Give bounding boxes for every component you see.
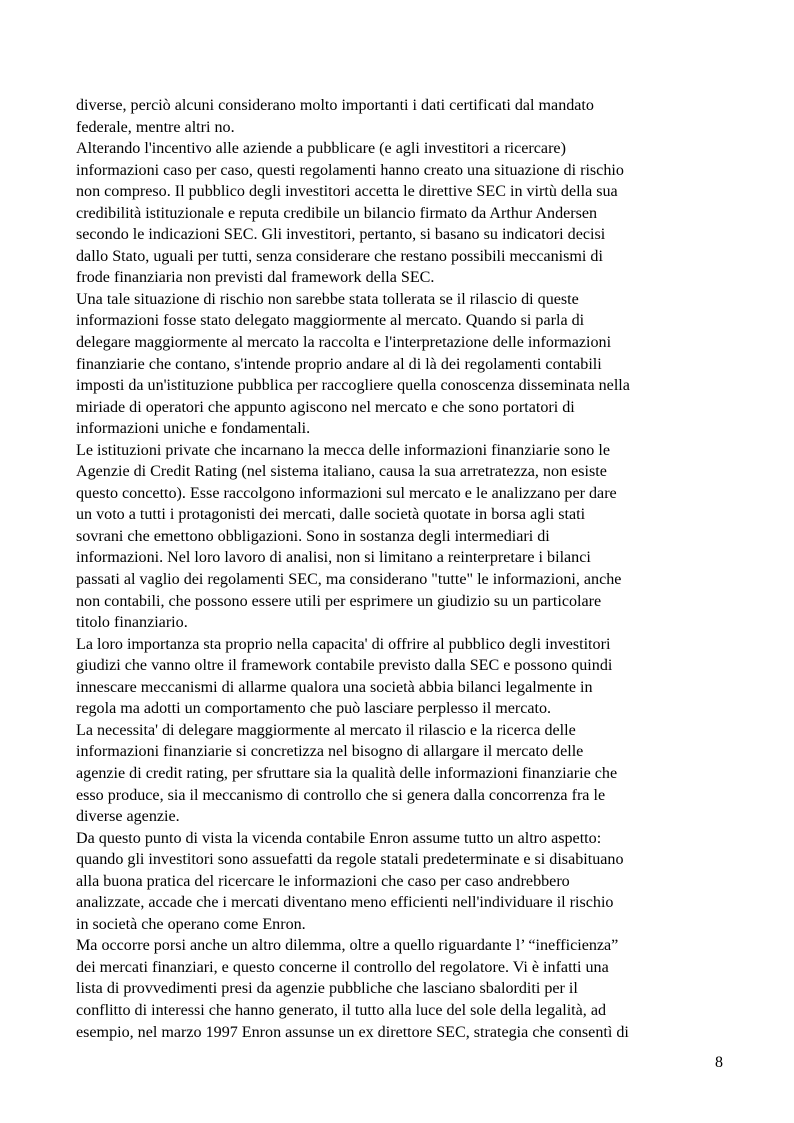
text-line: giudizi che vanno oltre il framework contabile previsto dalla SEC e possono quindi bbox=[76, 657, 613, 675]
text-line: esempio, nel marzo 1997 Enron assunse un ex direttore SEC, strategia che consentì di bbox=[76, 1023, 629, 1041]
text-line: un voto a tutti i protagonisti dei mercati, dalle società quotate in borsa agli stati bbox=[76, 506, 586, 524]
text-line: miriade di operatori che appunto agiscono nel mercato e che sono portatori di bbox=[76, 398, 575, 416]
text-line: lista di provvedimenti presi da agenzie pubbliche che lasciano sbalorditi per il bbox=[76, 980, 578, 998]
text-line: analizzate, accade che i mercati diventano meno efficienti nell'individuare il rischio bbox=[76, 894, 614, 912]
text-line: informazioni uniche e fondamentali. bbox=[76, 420, 311, 438]
page-number: 8 bbox=[715, 1054, 723, 1071]
text-line: non compreso. Il pubblico degli investitori accetta le direttive SEC in virtù della sua bbox=[76, 183, 618, 201]
text-line: secondo le indicazioni SEC. Gli investitori, pertanto, si basano su indicatori decisi bbox=[76, 226, 606, 244]
text-line: conflitto di interessi che hanno generato, il tutto alla luce del sole della legalità, ad bbox=[76, 1001, 607, 1019]
text-line: Alterando l'incentivo alle aziende a pubblicare (e agli investitori a ricercare) bbox=[76, 140, 566, 158]
text-line: informazioni. Nel loro lavoro di analisi, non si limitano a reinterpretare i bilanci bbox=[76, 549, 591, 567]
text-line: informazioni finanziarie si concretizza nel bisogno di allargare il mercato delle bbox=[76, 743, 584, 761]
text-line: Da questo punto di vista la vicenda contabile Enron assume tutto un altro aspetto: bbox=[76, 829, 602, 847]
text-line: in società che operano come Enron. bbox=[76, 915, 306, 933]
text-line: imposti da un'istituzione pubblica per raccogliere quella conoscenza disseminata nella bbox=[76, 377, 630, 395]
text-line: quando gli investitori sono assuefatti da regole statali predeterminate e si disabituano bbox=[76, 851, 624, 869]
text-line: La necessita' di delegare maggiormente al mercato il rilascio e la ricerca delle bbox=[76, 721, 576, 739]
text-line: informazioni caso per caso, questi regolamenti hanno creato una situazione di rischio bbox=[76, 161, 624, 179]
text-line: passati al vaglio dei regolamenti SEC, ma considerano "tutte" le informazioni, anche bbox=[76, 571, 622, 589]
text-line: delegare maggiormente al mercato la raccolta e l'interpretazione delle informazioni bbox=[76, 334, 612, 352]
text-line: sovrani che emettono obbligazioni. Sono in sostanza degli intermediari di bbox=[76, 527, 550, 545]
text-line: diverse, perciò alcuni considerano molto importanti i dati certificati dal mandato bbox=[76, 97, 594, 114]
text-line: Una tale situazione di rischio non sarebbe stata tollerata se il rilascio di queste bbox=[76, 290, 579, 308]
text-line: alla buona pratica del ricercare le informazioni che caso per caso andrebbero bbox=[76, 872, 570, 890]
text-line: titolo finanziario. bbox=[76, 614, 188, 632]
text-line: Le istituzioni private che incarnano la mecca delle informazioni finanziarie sono le bbox=[76, 441, 610, 459]
text-line: credibilità istituzionale e reputa credibile un bilancio firmato da Arthur Andersen bbox=[76, 204, 598, 222]
text-line: esso produce, sia il meccanismo di controllo che si genera dalla concorrenza fra le bbox=[76, 786, 606, 804]
text-line: innescare meccanismi di allarme qualora una società abbia bilanci legalmente in bbox=[76, 678, 593, 696]
text-line: dei mercati finanziari, e questo concerne il controllo del regolatore. Vi è infatti una bbox=[76, 958, 609, 976]
body-text bbox=[76, 95, 726, 1043]
text-line: federale, mentre altri no. bbox=[76, 118, 235, 136]
text-line: dallo Stato, uguali per tutti, senza considerare che restano possibili meccanismi di bbox=[76, 247, 603, 265]
text-line: finanziarie che contano, s'intende proprio andare al di là dei regolamenti contabili bbox=[76, 355, 602, 373]
text-line: frode finanziaria non previsti dal framework della SEC. bbox=[76, 269, 435, 287]
text-line: La loro importanza sta proprio nella capacita' di offrire al pubblico degli investitori bbox=[76, 635, 611, 653]
text-line: informazioni fosse stato delegato maggiormente al mercato. Quando si parla di bbox=[76, 312, 585, 330]
text-line: regola ma adotti un comportamento che può lasciare perplesso il mercato. bbox=[76, 700, 552, 718]
text-line: agenzie di credit rating, per sfruttare sia la qualità delle informazioni finanziarie che bbox=[76, 764, 618, 782]
text-line: Ma occorre porsi anche un altro dilemma, oltre a quello riguardante l’ “inefficienza” bbox=[76, 937, 619, 955]
text-line: questo concetto). Esse raccolgono informazioni sul mercato e le analizzano per dare bbox=[76, 484, 617, 502]
text-line: Agenzie di Credit Rating (nel sistema italiano, causa la sua arretratezza, non esiste bbox=[76, 463, 607, 481]
text-line: diverse agenzie. bbox=[76, 808, 180, 826]
text-line: non contabili, che possono essere utili per esprimere un giudizio su un particolare bbox=[76, 592, 602, 610]
